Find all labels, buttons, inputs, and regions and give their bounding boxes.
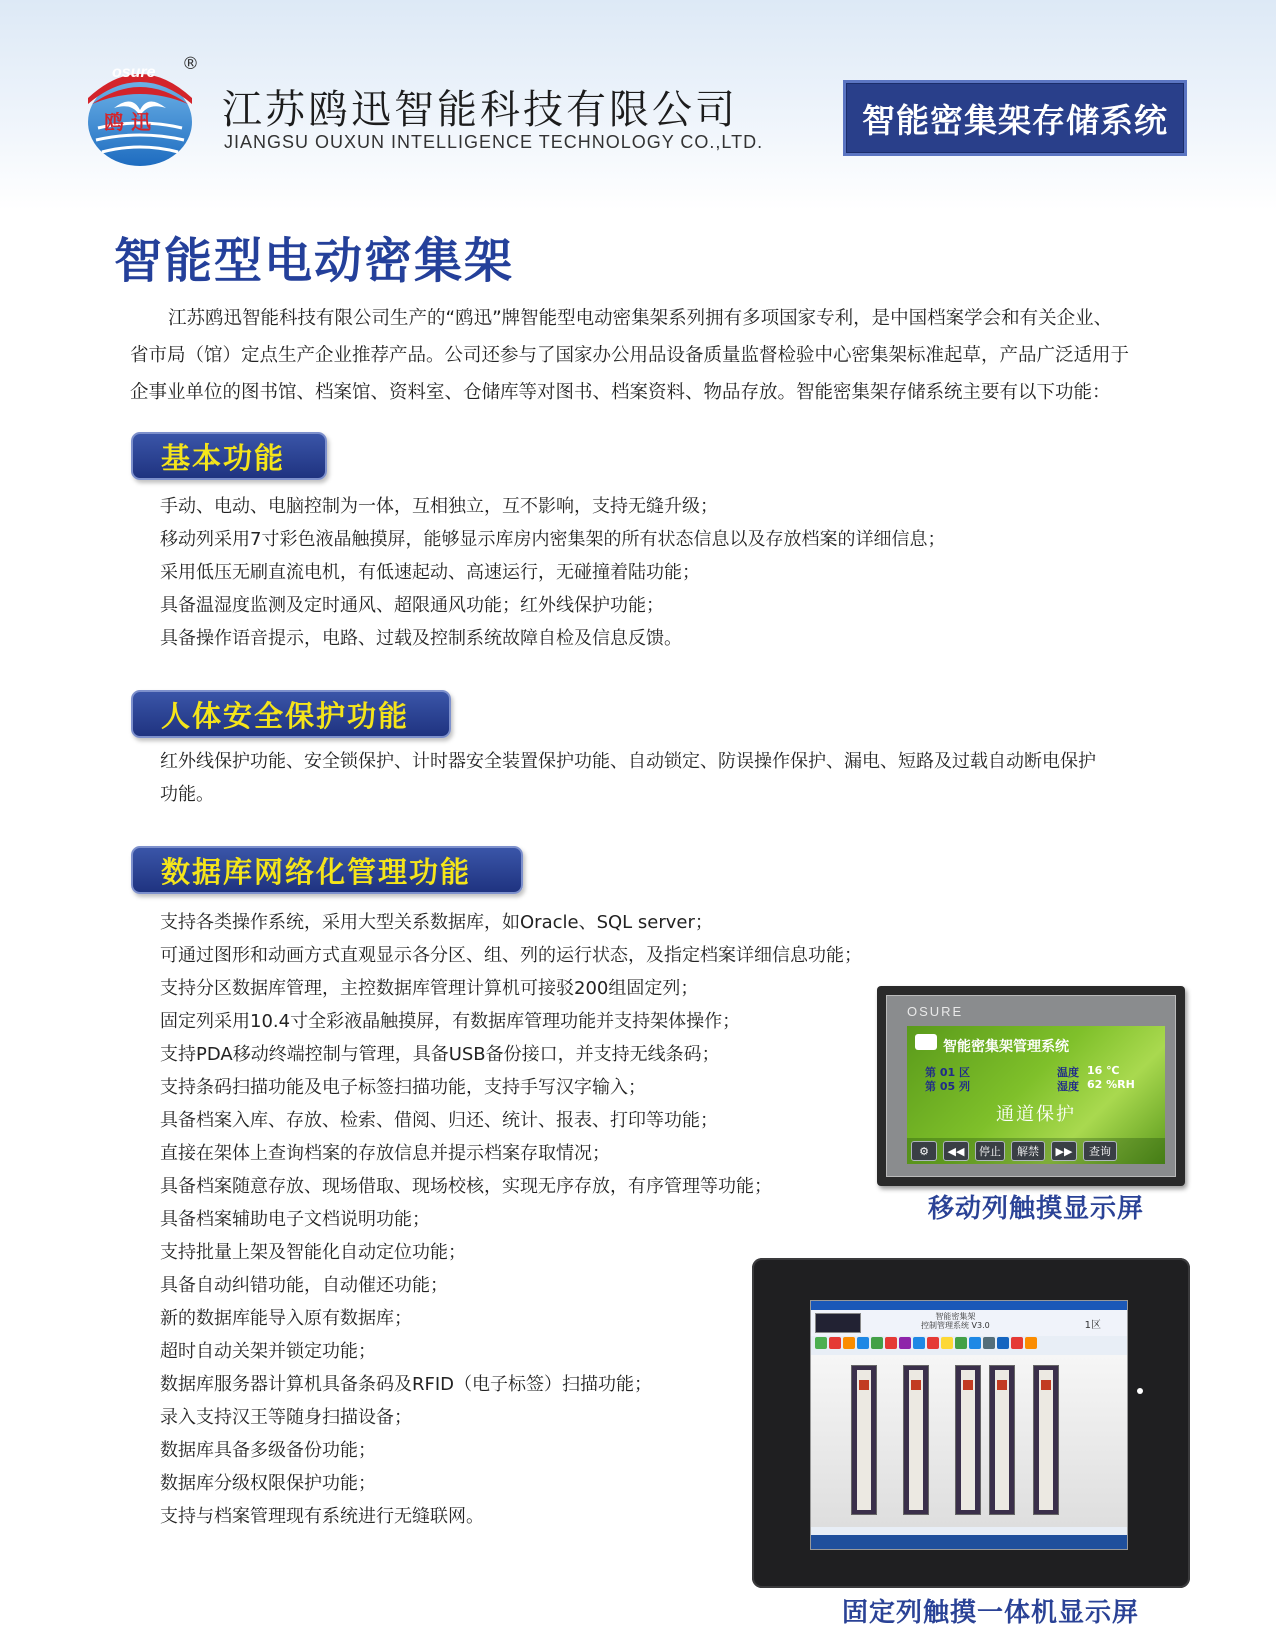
screen-stop-button: 停止 bbox=[975, 1141, 1005, 1161]
list-item: 支持分区数据库管理，主控数据库管理计算机可接驳200组固定列； bbox=[160, 978, 699, 999]
rewind-icon: ◀◀ bbox=[943, 1141, 969, 1161]
screen-zone: 1区 bbox=[1084, 1320, 1101, 1331]
shelf-visual-area bbox=[811, 1355, 1128, 1527]
device-screen bbox=[907, 1026, 1165, 1164]
fixed-column-display-image bbox=[752, 1258, 1190, 1588]
toolbar-icon bbox=[829, 1337, 841, 1349]
forward-icon: ▶▶ bbox=[1051, 1141, 1077, 1161]
logo-brand-text: osure bbox=[112, 64, 156, 81]
logo-cn-text: 鸥 迅 bbox=[104, 110, 151, 134]
power-led-icon bbox=[1137, 1388, 1143, 1394]
section-heading-safety: 人体安全保护功能 bbox=[131, 690, 451, 738]
screen-unlock-button: 解禁 bbox=[1011, 1141, 1045, 1161]
list-item: 数据库分级权限保护功能； bbox=[160, 1473, 376, 1494]
list-item: 手动、电动、电脑控制为一体，互相独立，互不影响，支持无缝升级； bbox=[160, 496, 718, 517]
list-item: 录入支持汉王等随身扫描设备； bbox=[160, 1407, 412, 1428]
screen-temp-label: 温度 bbox=[1057, 1066, 1079, 1079]
toolbar-icon bbox=[941, 1337, 953, 1349]
toolbar-icon bbox=[997, 1337, 1009, 1349]
toolbar-icon bbox=[815, 1337, 827, 1349]
mobile-column-display-image bbox=[877, 986, 1185, 1186]
list-item: 超时自动关架并锁定功能； bbox=[160, 1341, 376, 1362]
company-name-en: JIANGSU OUXUN INTELLIGENCE TECHNOLOGY CO.,LTD. bbox=[224, 132, 764, 152]
screen-column: 第 05 列 bbox=[925, 1080, 970, 1093]
device-bezel bbox=[886, 995, 1176, 1177]
sensor-readout bbox=[815, 1313, 861, 1333]
toolbar-icon bbox=[955, 1337, 967, 1349]
screen-menubar bbox=[811, 1301, 1128, 1310]
toolbar-icon bbox=[913, 1337, 925, 1349]
screen-taskbar bbox=[811, 1535, 1128, 1549]
device2-screen bbox=[810, 1300, 1128, 1550]
list-item: 新的数据库能导入原有数据库； bbox=[160, 1308, 412, 1329]
list-item: 支持与档案管理现有系统进行无缝联网。 bbox=[160, 1506, 484, 1527]
gear-icon: ⚙ bbox=[911, 1141, 937, 1161]
screen-zone: 第 01 区 bbox=[925, 1066, 970, 1079]
screen-temp-value: 16 ℃ bbox=[1087, 1064, 1120, 1077]
list-item: 具备自动纠错功能，自动催还功能； bbox=[160, 1275, 448, 1296]
toolbar-icon bbox=[885, 1337, 897, 1349]
basic-function-list bbox=[160, 490, 945, 655]
toolbar-icon bbox=[857, 1337, 869, 1349]
screen-logo-icon bbox=[915, 1034, 937, 1050]
shelf-column bbox=[903, 1365, 929, 1515]
screen-header-text bbox=[921, 1312, 990, 1330]
device-brand: OSURE bbox=[907, 1004, 964, 1019]
toolbar-icon bbox=[1011, 1337, 1023, 1349]
list-item: 支持条码扫描功能及电子标签扫描功能，支持手写汉字输入； bbox=[160, 1077, 646, 1098]
intro-line: 企事业单位的图书馆、档案馆、资料室、仓储库等对图书、档案资料、物品存放。智能密集架存储系统主要有以下功能： bbox=[130, 382, 1111, 403]
toolbar-icon bbox=[983, 1337, 995, 1349]
list-item: 具备操作语音提示，电路、过载及控制系统故障自检及信息反馈。 bbox=[160, 628, 682, 649]
list-item: 具备温湿度监测及定时通风、超限通风功能；红外线保护功能； bbox=[160, 595, 664, 616]
shelf-column bbox=[1033, 1365, 1059, 1515]
list-item: 支持各类操作系统，采用大型关系数据库，如Oracle、SQL server； bbox=[160, 912, 713, 933]
section-heading-basic: 基本功能 bbox=[131, 432, 327, 480]
list-item: 具备档案入库、存放、检索、借阅、归还、统计、报表、打印等功能； bbox=[160, 1110, 718, 1131]
screen-toolbar bbox=[815, 1337, 1125, 1351]
fixed-display-caption: 固定列触摸一体机显示屏 bbox=[842, 1598, 1140, 1628]
toolbar-icon bbox=[899, 1337, 911, 1349]
list-item: 固定列采用10.4寸全彩液晶触摸屏，有数据库管理功能并支持架体操作； bbox=[160, 1011, 741, 1032]
intro-line: 江苏鸥迅智能科技有限公司生产的“鸥迅”牌智能型电动密集架系列拥有多项国家专利，是中国档案学会和有关企业、 bbox=[168, 308, 1113, 329]
list-item: 具备档案辅助电子文档说明功能； bbox=[160, 1209, 430, 1230]
header-line: 控制管理系统 V3.0 bbox=[921, 1321, 990, 1330]
toolbar-icon bbox=[969, 1337, 981, 1349]
system-title-box: 智能密集架存储系统 bbox=[843, 80, 1187, 156]
intro-line: 省市局（馆）定点生产企业推荐产品。公司还参与了国家办公用品设备质量监督检验中心密集架标准起草，产品广泛适用于 bbox=[130, 345, 1130, 366]
safety-line: 红外线保护功能、安全锁保护、计时器安全装置保护功能、自动锁定、防误操作保护、漏电、短路及过载自动断电保护 bbox=[160, 751, 1096, 772]
registered-mark: ® bbox=[182, 54, 199, 74]
screen-hum-label: 湿度 bbox=[1057, 1080, 1079, 1093]
mobile-display-caption: 移动列触摸显示屏 bbox=[928, 1194, 1145, 1224]
list-item: 移动列采用7寸彩色液晶触摸屏，能够显示库房内密集架的所有状态信息以及存放档案的详细信息； bbox=[160, 529, 946, 550]
toolbar-icon bbox=[1025, 1337, 1037, 1349]
list-item: 支持PDA移动终端控制与管理，具备USB备份接口，并支持无线条码； bbox=[160, 1044, 720, 1065]
header-line: 智能密集架 bbox=[935, 1312, 976, 1321]
shelf-column bbox=[851, 1365, 877, 1515]
list-item: 支持批量上架及智能化自动定位功能； bbox=[160, 1242, 466, 1263]
list-item: 数据库具备多级备份功能； bbox=[160, 1440, 376, 1461]
list-item: 数据库服务器计算机具备条码及RFID（电子标签）扫描功能； bbox=[160, 1374, 653, 1395]
shelf-column bbox=[989, 1365, 1015, 1515]
page-title: 智能型电动密集架 bbox=[114, 233, 515, 289]
toolbar-icon bbox=[927, 1337, 939, 1349]
screen-status: 通道保护 bbox=[996, 1104, 1076, 1125]
toolbar-icon bbox=[843, 1337, 855, 1349]
screen-button-bar bbox=[907, 1138, 1165, 1164]
safety-paragraph bbox=[160, 745, 1170, 811]
screen-query-button: 查询 bbox=[1083, 1141, 1117, 1161]
company-name-cn: 江苏鸥迅智能科技有限公司 bbox=[222, 87, 738, 133]
list-item: 直接在架体上查询档案的存放信息并提示档案存取情况； bbox=[160, 1143, 610, 1164]
list-item: 采用低压无刷直流电机，有低速起动、高速运行，无碰撞着陆功能； bbox=[160, 562, 700, 583]
shelf-column bbox=[955, 1365, 981, 1515]
intro-paragraph bbox=[130, 300, 1170, 411]
screen-hum-value: 62 %RH bbox=[1087, 1078, 1135, 1091]
list-item: 可通过图形和动画方式直观显示各分区、组、列的运行状态，及指定档案详细信息功能； bbox=[160, 945, 862, 966]
screen-title: 智能密集架管理系统 bbox=[943, 1039, 1069, 1055]
toolbar-icon bbox=[871, 1337, 883, 1349]
safety-line: 功能。 bbox=[160, 784, 214, 805]
list-item: 具备档案随意存放、现场借取、现场校核，实现无序存放，有序管理等功能； bbox=[160, 1176, 772, 1197]
section-heading-database: 数据库网络化管理功能 bbox=[131, 846, 523, 894]
